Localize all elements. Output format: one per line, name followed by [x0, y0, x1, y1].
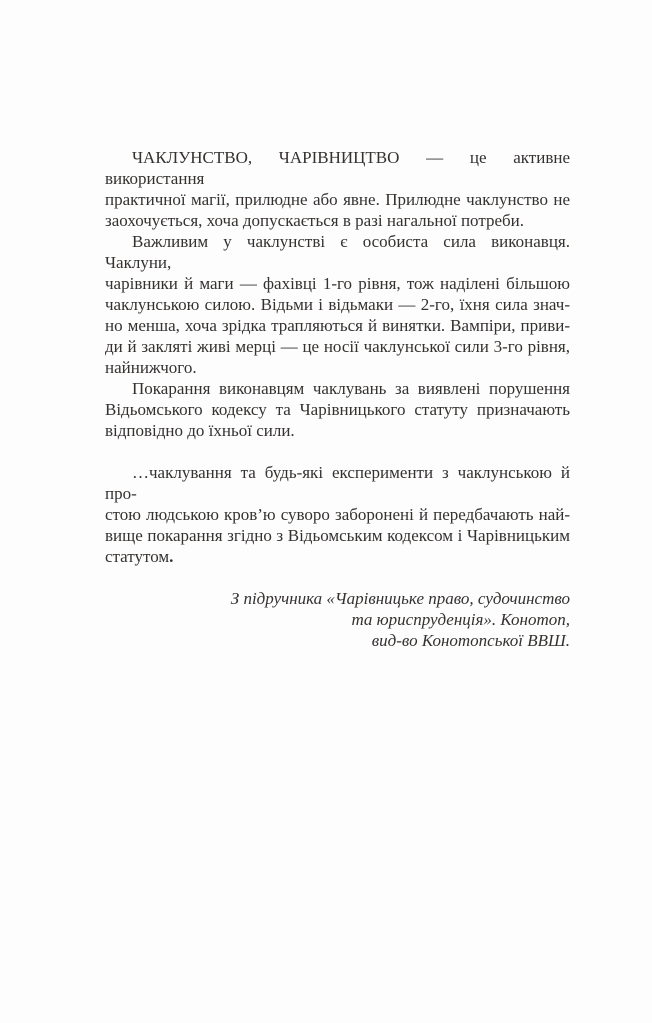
attribution-line: вид-во Конотопської ВВШ.: [371, 631, 570, 650]
text-line: ЧАКЛУНСТВО, ЧАРІВНИЦТВО — це активне використання: [105, 148, 570, 188]
text-line: Покарання виконавцям чаклувань за виявлені порушення: [132, 379, 570, 398]
attribution-line: та юриспруденція». Конотоп,: [351, 610, 570, 629]
page-text-flow: [105, 147, 570, 651]
text-line: чарівники й маги — фахівці 1-го рівня, тож наділені більшою: [105, 274, 570, 293]
text-line: …чаклування та будь-які експерименти з чаклунською й про-: [105, 463, 570, 503]
text-line: заохочується, хоча допускається в разі нагальної потреби.: [105, 211, 525, 230]
paragraph-definition-3: [105, 378, 570, 441]
attribution-line: З підручника «Чарівницьке право, судочинство: [230, 589, 570, 608]
text-line: найнижчого.: [105, 358, 197, 377]
text-line: практичної магії, прилюдне або явне. Прилюдне чаклунство не: [105, 190, 570, 209]
text-line: чаклунською силою. Відьми і відьмаки — 2-го, їхня сила знач-: [105, 295, 570, 314]
text-line: ди й закляті живі мерці — це носії чаклунської сили 3-го рівня,: [105, 337, 570, 356]
text-line: статутом.: [105, 547, 174, 566]
text-line: відповідно до їхньої сили.: [105, 421, 295, 440]
body-text-block: [105, 147, 570, 567]
paragraph-quote-4: [105, 462, 570, 567]
text-line: вище покарання згідно з Відьомським кодексом і Чарівницьким: [105, 526, 570, 545]
text-line: Відьомського кодексу та Чарівницького статуту призначають: [105, 400, 570, 419]
text-line: но менша, хоча зрідка трапляються й винятки. Вампіри, приви-: [105, 316, 570, 335]
text-line: Важливим у чаклунстві є особиста сила виконавця. Чаклуни,: [105, 232, 570, 272]
paragraph-definition-2: [105, 231, 570, 378]
text-line: стою людською кров’ю суворо заборонені й передбачають най-: [105, 505, 570, 524]
attribution-block: [105, 588, 570, 651]
bold-period: .: [169, 547, 174, 566]
paragraph-definition-1: [105, 147, 570, 231]
